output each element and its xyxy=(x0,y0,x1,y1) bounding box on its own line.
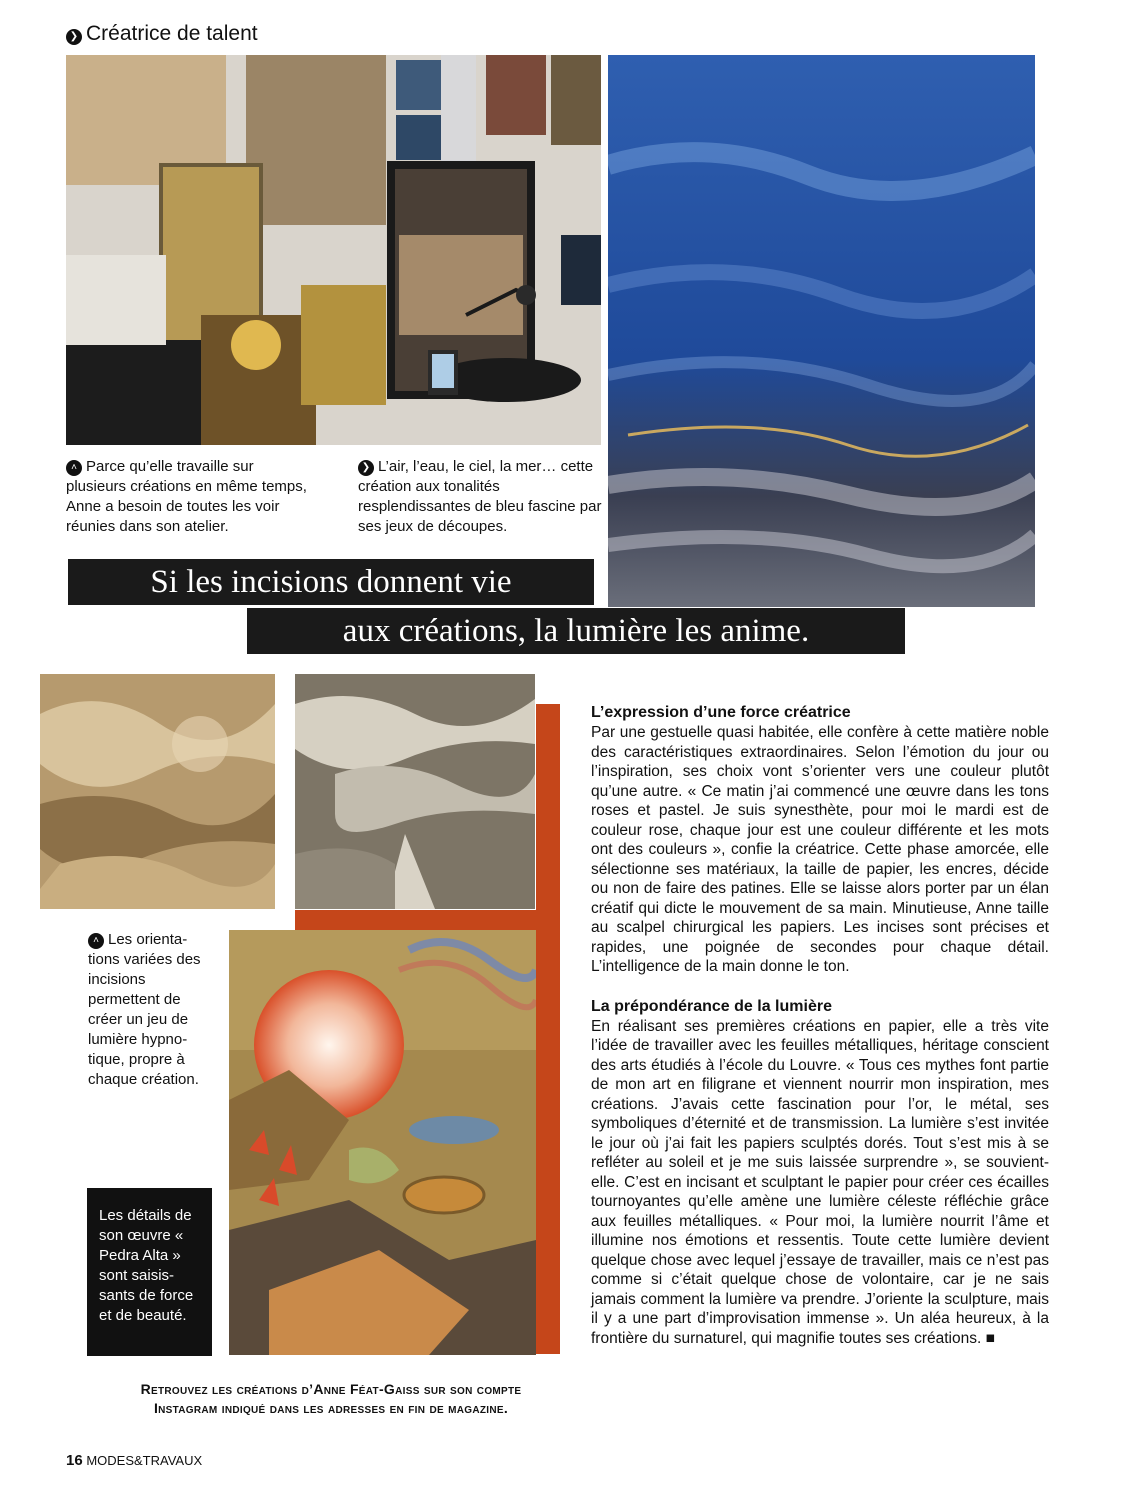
gold-incision-illustration xyxy=(40,674,275,909)
headline-line-1-text: Si les incisions donnent vie xyxy=(150,564,512,600)
blue-creation-photo xyxy=(608,55,1035,607)
accent-bar-vertical xyxy=(536,704,560,1354)
headline-line-2-text: aux créations, la lumière les anime. xyxy=(342,613,810,649)
article-paragraph-2: En réalisant ses premières créations en papier, elle a très vite l’idée de travailler avec les feuilles métalliques, héritage conscient des arts étudiés à l’école du Louvre. « Tous ces mythes font partie de mon art en filigrane et viennent nourrir mon inspiration, mes créations. J’avais cette fascination pour l’or, le métal, ses symboliques d’éternité et de transmission. La lumière s’est invitée le jour où j’ai fait les papiers sculptés dorés. Tout s’est mis à se refléter au soleil et je me suis laissée surprendre », se souvient-elle. C’est en incisant et sculptant le papier pour créer ces écailles tournoyantes qu’elle amène une lumière céleste réfléchie grâce aux feuilles métalliques. « Pour moi, la lumière nourrit l’âme et illumine nos émotions et ressentis. Toute cette lumière devient quelque chose avec lequel j’essaye de travailler, mais ce n’est pas comme si c’était quelque chose de volontaire, car je ne sais jamais comment la lumière va prendre. J’oriente la sculpture, mais il y a une part d’improvisation immense ». Un aléa heureux, à la frontière du surnaturel, qui magnifie toutes ses créations. xyxy=(591,1017,1049,1347)
end-mark: ■ xyxy=(985,1329,995,1347)
pedra-alta-photo xyxy=(229,930,536,1355)
headline-line-2 xyxy=(247,608,905,654)
incisions-caption xyxy=(88,930,203,1090)
blue-creation-illustration xyxy=(608,55,1035,607)
headline-line-1 xyxy=(68,559,594,605)
silver-incision-illustration xyxy=(295,674,535,909)
section-label xyxy=(66,20,258,48)
chevron-right-icon: ❯ xyxy=(358,460,374,476)
accent-bar-horizontal xyxy=(295,910,560,932)
magazine-name: MODES&TRAVAUX xyxy=(86,1453,203,1468)
page-number: 16 xyxy=(66,1452,83,1469)
blue-work-caption xyxy=(358,457,603,537)
article-heading-1: L’expression d’une force créatrice xyxy=(591,704,851,721)
atelier-caption-text: Parce qu’elle travaille sur plusieurs créations en même temps, Anne a besoin de toutes les voir réunies dans son atelier. xyxy=(66,458,307,535)
article-paragraph-1: Par une gestuelle quasi habitée, elle confère à cette matière noble des caractéristiques extraordinaires. Selon l’émotion du jour ou l’inspiration, ses choix vont s’orienter vers une couleur plutôt qu’une autre. « Ce matin j’ai commencé une œuvre dans les tons roses et pastel. Je suis synesthète, pour moi le mardi est de couleur rose, chaque jour est une couleur différente et les mots ont des couleurs », confie la créatrice. Cette phase amorcée, elle sélectionne ses matériaux, la taille de papier, les encres, décide ou non de faire des patines. Elle se laisse alors porter par un élan créatif qui dicte le mouvement de sa main. Minutieuse, Anne taille au scalpel chirurgical les papiers. Les incises sont précises et rapides, une poignée de secondes pour chaque détail. L’intelligence de la main donne le ton. xyxy=(591,724,1049,975)
chevron-right-icon: ❯ xyxy=(66,29,82,45)
chevron-up-icon: ˄ xyxy=(88,933,104,949)
chevron-up-icon: ˄ xyxy=(66,460,82,476)
instagram-note-line-2: Instagram indiqué dans les adresses en fin de magazine. xyxy=(153,1400,509,1416)
page-footer xyxy=(66,1452,202,1470)
gold-incision-photo xyxy=(40,674,275,909)
pedra-alta-illustration xyxy=(229,930,536,1355)
silver-incision-photo xyxy=(295,674,535,909)
instagram-note xyxy=(66,1380,596,1418)
incisions-caption-text: Les orientations variées des incisions permettent de créer un jeu de lumière hypnotique, propre à chaque création. xyxy=(88,931,201,1088)
section-label-text: Créatrice de talent xyxy=(86,22,258,45)
article-heading-2: La prépondérance de la lumière xyxy=(591,997,832,1015)
atelier-caption xyxy=(66,457,316,537)
article-body xyxy=(591,703,1049,1348)
instagram-note-line-1: Retrouvez les créations d’Anne Féat-Gaiss sur son compte xyxy=(140,1381,522,1397)
atelier-illustration xyxy=(66,55,601,445)
atelier-photo xyxy=(66,55,601,445)
pedra-alta-caption-box xyxy=(87,1188,212,1356)
blue-work-caption-text: L’air, l’eau, le ciel, la mer… cette création aux tonalités resplendissantes de bleu fascine par ses jeux de découpes. xyxy=(358,458,602,535)
pedra-alta-caption-text: Les détails de son œuvre « Pedra Alta » sont saisissants de force et de beauté. xyxy=(99,1207,194,1324)
